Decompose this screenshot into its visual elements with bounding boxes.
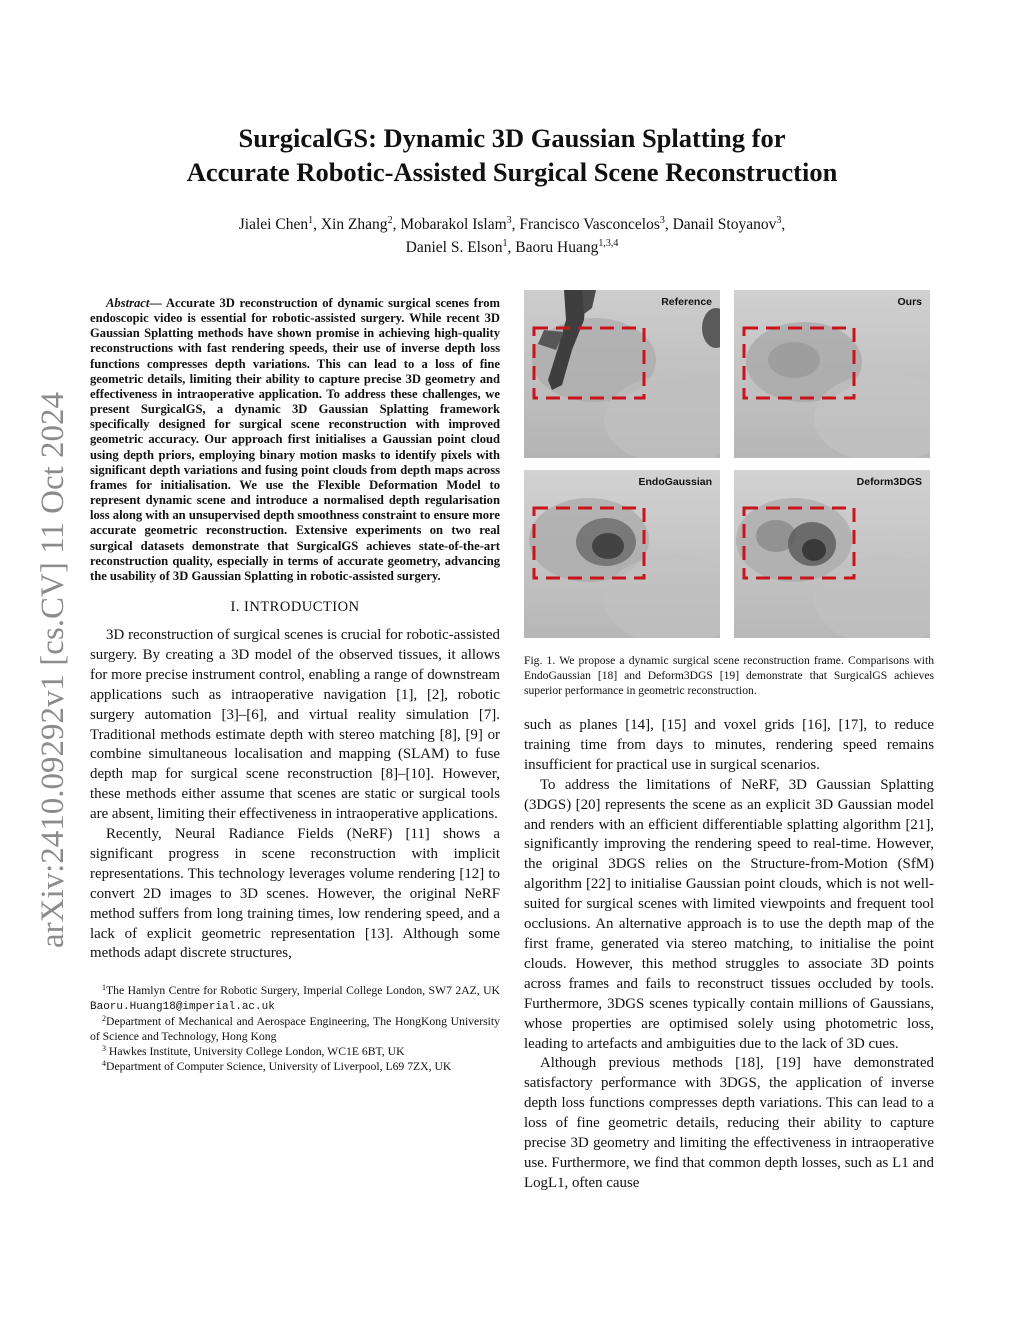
figure-caption: Fig. 1. We propose a dynamic surgical scene reconstruction frame. Comparisons with EndoGaussian [18] and Deform3DGS [19] demonstrate that SurgicalGS achieves superior performance in geometric reconstruction.: [524, 654, 934, 697]
abstract: [90, 296, 500, 584]
author-line-1: [100, 213, 924, 236]
footnote-mark: 4: [102, 1058, 106, 1068]
title-line-2: Accurate Robotic-Assisted Surgical Scene Reconstruction: [186, 157, 838, 187]
author-separator: ,: [313, 216, 321, 233]
paragraph: To address the limitations of NeRF, 3D Gaussian Splatting (3DGS) [20] represents the scene as an explicit 3D Gaussian model and renders with an efficient differentiable splatting algorithm [21], significantly improving the rendering speed to real-time. However, the original 3DGS relies on the Structure-from-Motion (SfM) algorithm [22] to initialise Gaussian point clouds, which is not well-suited for surgical scenes with limited viewpoints and frequent tool occlusions. An alternative approach is to use the depth map of the first frame, generated via stereo matching, to initialise the point clouds. However, this method struggles to associate 3D points across frames and fails to reconstruct tissues occluded by tools. Furthermore, 3DGS scenes typically contain millions of Gaussians, whose properties are optimised solely using photometric loss, leading to artefacts and ambiguities due to the lack of 3D cues.: [524, 776, 934, 1052]
paragraph: 3D reconstruction of surgical scenes is crucial for robotic-assisted surgery. By creating a 3D model of the observed tissues, it allows for more precise instrument control, enabling a range of downstream applications such as intraoperative navigation [1], [2], robotic surgery automation [3]–[6], and virtual reality simulation [7]. Traditional methods estimate depth with stereo matching [8], [9] or combine simultaneous localisation and mapping (SLAM) to fuse depth map for surgical scene reconstruction [8]–[10]. However, these methods either assume that scenes are static or surgical tools are absent, limiting their effectiveness in intraoperative applications.: [90, 626, 500, 823]
author-affiliation: 3: [776, 215, 782, 226]
author-name: Danail Stoyanov: [672, 216, 777, 233]
right-column: [524, 716, 934, 1194]
author-affiliation: 2: [387, 215, 393, 226]
author-name: Daniel S. Elson: [405, 239, 503, 256]
introduction-text-right: [524, 716, 934, 1194]
footnote-1: [90, 984, 500, 1015]
section-heading-introduction: I. INTRODUCTION: [230, 598, 360, 615]
footnote-mark: 1: [102, 983, 106, 993]
arxiv-stamp: arXiv:2410.09292v1 [cs.CV] 11 Oct 2024: [35, 391, 71, 948]
depth-map-reference: [524, 290, 720, 458]
figure-panel-deform3dgs: [734, 470, 930, 638]
author-affiliation: 1: [502, 238, 508, 249]
author-separator: ,: [511, 216, 520, 233]
author-name: Jialei Chen: [238, 216, 309, 233]
author-name: Mobarakol Islam: [400, 216, 507, 233]
figure-1: [524, 290, 934, 640]
abstract-label: Abstract: [106, 296, 150, 310]
author-line-2: [100, 236, 924, 259]
figure-panel-endogaussian: [524, 470, 720, 638]
abstract-text: — Accurate 3D reconstruction of dynamic surgical scenes from endoscopic video is essential for robotic-assisted surgery. While recent 3D Gaussian Splatting methods have shown promise in achieving high-quality reconstructions with fast rendering speeds, their use of inverse depth loss functions compresses depth variations. This can lead to a loss of fine geometric details, limiting their ability to capture precise 3D geometry and effectiveness in intraoperative application. To address these challenges, we present SurgicalGS, a dynamic 3D Gaussian Splatting framework specifically designed for surgical scene reconstruction with improved geometric accuracy. Our approach first initialises a Gaussian point cloud using depth priors, employing binary motion masks to identify pixels with significant depth variations and fusing point clouds from depth maps across frames for initialisation. We use the Flexible Deformation Model to represent dynamic scene and introduce a normalised depth regularisation loss along with an unsupervised depth smoothness constraint to ensure more accurate geometric reconstruction. Extensive experiments on two real surgical datasets demonstrate that SurgicalGS achieves state-of-the-art reconstruction quality, especially in terms of accurate geometry, advancing the usability of 3D Gaussian Splatting in robotic-assisted surgery.: [90, 296, 500, 583]
paragraph: Recently, Neural Radiance Fields (NeRF) [11] shows a significant progress in scene reconstruction with implicit representations. This technology leverages volume rendering [12] to convert 2D images to 3D scenes. However, the original NeRF method suffers from long training times, low rendering speed, and a lack of explicit geometric representation [13]. Although some methods adapt discrete structures,: [90, 826, 500, 962]
author-list: [100, 213, 924, 259]
author-affiliation: 3: [506, 215, 512, 226]
author-email: Baoru.Huang18@imperial.ac.uk: [90, 1001, 275, 1014]
author-affiliation: 1,3,4: [598, 238, 619, 249]
author-affiliation: 1: [308, 215, 314, 226]
panel-label: Ours: [897, 296, 922, 308]
footnote-4: [90, 1060, 500, 1075]
paragraph: such as planes [14], [15] and voxel grids [16], [17], to reduce training time from days to minutes, rendering speed remains insufficient for practical use in surgical scenarios.: [524, 717, 934, 773]
author-separator: ,: [507, 239, 516, 256]
depth-map-deform3dgs: [734, 470, 930, 638]
panel-label: Reference: [661, 296, 712, 308]
footnote-text: The Hamlyn Centre for Robotic Surgery, Imperial College London, SW7 2AZ, UK: [106, 984, 500, 998]
footnote-text: Hawkes Institute, University College London, WC1E 6BT, UK: [106, 1045, 405, 1058]
depth-map-ours: [734, 290, 930, 458]
footnote-text: Department of Computer Science, University of Liverpool, L69 7ZX, UK: [106, 1059, 452, 1073]
paper-title: [100, 121, 924, 189]
depth-map-endogaussian: [524, 470, 720, 638]
author-separator: ,: [781, 216, 786, 233]
footnotes: [90, 984, 500, 1074]
left-column: [90, 296, 500, 1075]
footnote-2: [90, 1015, 500, 1045]
title-line-1: SurgicalGS: Dynamic 3D Gaussian Splatting for: [238, 123, 786, 153]
author-affiliation: 3: [659, 215, 665, 226]
figure-panel-ours: [734, 290, 930, 458]
footnote-text: Department of Mechanical and Aerospace Engineering, The HongKong University of Science and Technology, Hong Kong: [90, 1015, 500, 1044]
author-separator: ,: [392, 216, 401, 233]
paragraph: Although previous methods [18], [19] have demonstrated satisfactory performance with 3DGS, the application of inverse depth loss functions compresses depth variations. This can lead to a loss of fine geometric details, reducing their ability to capture precise 3D geometry and limiting the effectiveness in intraoperative use. Furthermore, we find that common depth losses, such as L1 and LogL1, often cause: [524, 1055, 934, 1191]
footnote-mark: 2: [102, 1014, 106, 1024]
author-name: Xin Zhang: [320, 216, 388, 233]
figure-panel-reference: [524, 290, 720, 458]
introduction-text-left: [90, 626, 500, 964]
footnote-3: [90, 1045, 500, 1060]
panel-label: EndoGaussian: [638, 476, 712, 488]
author-separator: ,: [664, 216, 673, 233]
panel-label: Deform3DGS: [856, 476, 922, 488]
author-name: Baoru Huang: [515, 239, 599, 256]
author-name: Francisco Vasconcelos: [519, 216, 660, 233]
footnote-mark: 3: [102, 1044, 106, 1053]
